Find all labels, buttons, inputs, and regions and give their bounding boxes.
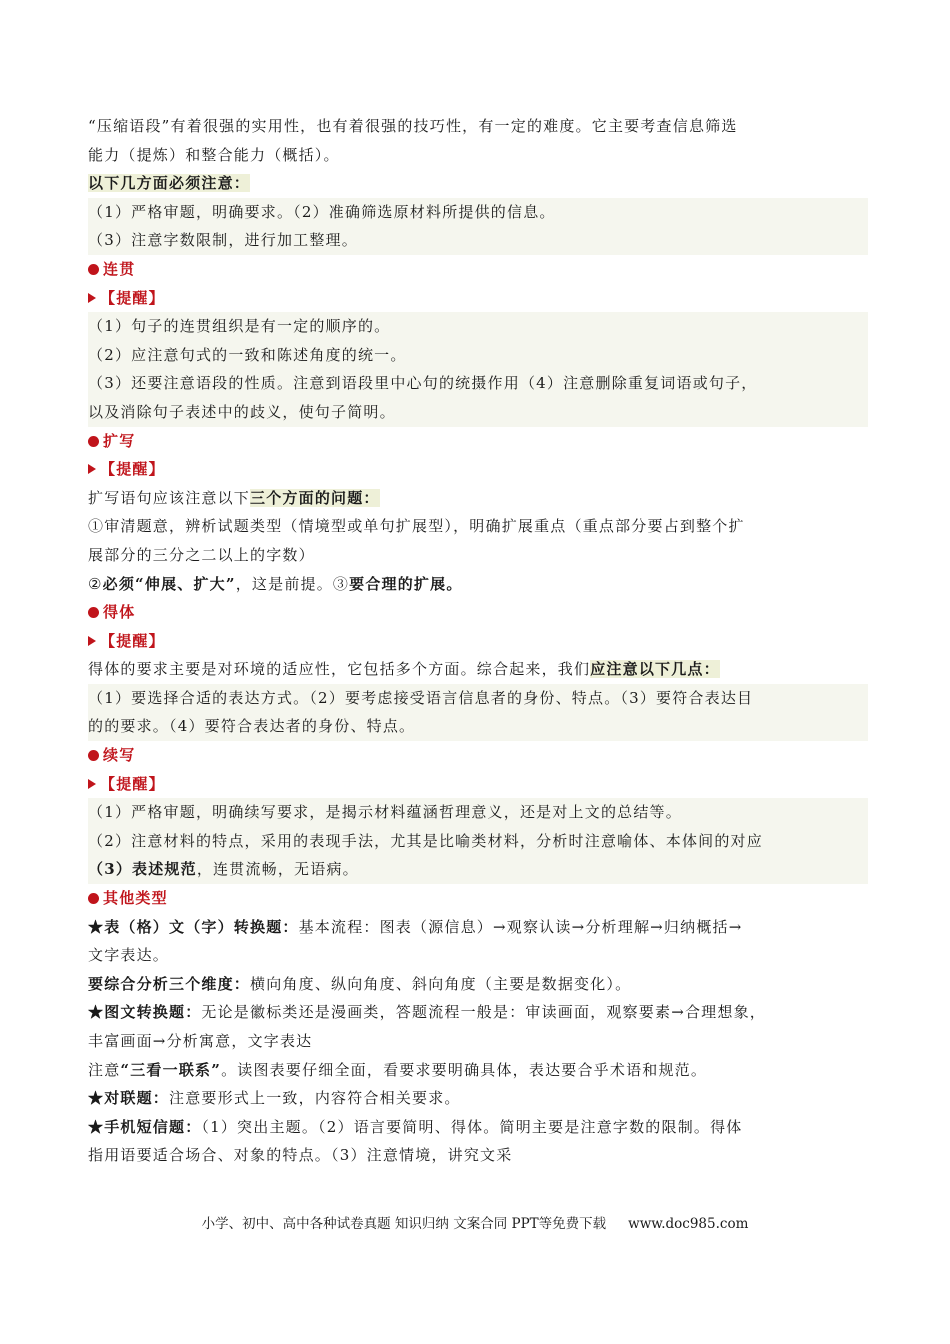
red-dot-icon (88, 893, 99, 904)
section-heading-continue (88, 741, 868, 770)
note-heading-text: 以下几方面必须注意： (88, 174, 251, 193)
continue-point-2: （2）注意材料的特点，采用的表现手法，尤其是比喻类材料，分析时注意喻体、本体间的对应 (88, 827, 868, 856)
text-span: 基本流程：图表（源信息）→观察认读→分析理解→归纳概括→ (298, 917, 743, 936)
triangle-right-icon (88, 636, 96, 646)
section-heading-other (88, 884, 868, 913)
text-span: 注意 (88, 1060, 121, 1079)
triangle-right-icon (88, 293, 96, 303)
page-footer (0, 1212, 950, 1232)
other-image-line-2: 丰富画面→分析寓意，文字表达 (88, 1032, 313, 1050)
highlighted-text: 应注意以下几点： (590, 660, 720, 679)
reminder-label: 【提醒】 (100, 631, 165, 650)
text-span: ，连贯流畅，无语病。 (196, 860, 359, 879)
bold-text: ★图文转换题： (88, 1003, 202, 1022)
triangle-right-icon (88, 779, 96, 789)
bold-text: 必须“伸展、扩大” (102, 574, 236, 593)
appropriate-line-1 (88, 655, 868, 684)
coherence-point-4: 以及消除句子表述中的歧义，使句子简明。 (88, 398, 868, 427)
coherence-point-3: （3）还要注意语段的性质。注意到语段里中心句的统摄作用（4）注意删除重复词语或句子， (88, 369, 868, 398)
footer-text: 小学、初中、高中各种试卷真题 知识归纳 文案合同 PPT等免费下载 (201, 1216, 607, 1232)
text-span: ② (88, 574, 103, 593)
bold-text: ★对联题： (88, 1089, 170, 1108)
coherence-point-1: （1）句子的连贯组织是有一定的顺序的。 (88, 312, 868, 341)
section-heading-expand (88, 427, 868, 456)
text-span: 扩写语句应该注意以下 (88, 488, 251, 507)
text-span: 得体的要求主要是对环境的适应性，它包括多个方面。综合起来，我们 (88, 660, 591, 679)
appropriate-line-2: （1）要选择合适的表达方式。（2）要考虑接受语言信息者的身份、特点。（3）要符合表达目 (88, 684, 868, 713)
reminder-label: 【提醒】 (100, 460, 165, 479)
highlighted-text: 三个方面的问题： (250, 488, 380, 507)
other-table-line-1 (88, 913, 868, 942)
intro-line-2: 能力（提炼）和整合能力（概括）。 (88, 145, 340, 164)
expand-line-2: ①审清题意，辨析试题类型（情境型或单句扩展型），明确扩展重点（重点部分要占到整个扩 (88, 517, 745, 536)
intro-point-2: （3）注意字数限制，进行加工整理。 (88, 226, 868, 255)
other-table-line-2: 文字表达。 (88, 946, 170, 965)
footer-url: www.doc985.com (628, 1216, 749, 1232)
reminder-coherence (88, 284, 868, 313)
intro-line-1: “压缩语段”有着很强的实用性，也有着很强的技巧性，有一定的难度。它主要考查信息筛选 (88, 117, 738, 135)
continue-point-1: （1）严格审题，明确续写要求，是揭示材料蕴涵哲理意义，还是对上文的总结等。 (88, 798, 868, 827)
red-dot-icon (88, 750, 99, 761)
reminder-label: 【提醒】 (100, 774, 165, 793)
intro-note-heading (88, 169, 868, 198)
reminder-continue (88, 770, 868, 799)
text-span: 。读图表要仔细全面，看要求要明确具体，表达要合乎术语和规范。 (221, 1060, 708, 1079)
section-heading-appropriate (88, 598, 868, 627)
triangle-right-icon (88, 464, 96, 474)
text-span: 无论是徽标类还是漫画类，答题流程一般是：审读画面，观察要素→合理想象， (201, 1003, 766, 1022)
other-image-line-3 (88, 1056, 868, 1085)
other-couplet-line (88, 1084, 868, 1113)
continue-point-3 (88, 855, 868, 884)
bold-text: ★手机短信题： (88, 1117, 202, 1136)
bold-text: 要综合分析三个维度： (88, 974, 251, 993)
text-span: （1）突出主题。（2）语言要简明、得体。简明主要是注意字数的限制。得体 (201, 1117, 743, 1136)
intro-point-1: （1）严格审题，明确要求。（2）准确筛选原材料所提供的信息。 (88, 198, 868, 227)
bold-text: ★表（格）文（字）转换题： (88, 917, 299, 936)
other-sms-line-1 (88, 1113, 868, 1142)
section-title: 连贯 (103, 259, 136, 278)
text-span: 注意要形式上一致，内容符合相关要求。 (169, 1089, 461, 1108)
other-dimensions-line (88, 970, 868, 999)
section-title: 扩写 (103, 431, 136, 450)
red-dot-icon (88, 264, 99, 275)
bold-text: （3）表述规范 (88, 860, 197, 879)
text-span: 横向角度、纵向角度、斜向角度（主要是数据变化）。 (250, 974, 632, 993)
section-heading-coherence (88, 255, 868, 284)
coherence-point-2: （2）应注意句式的一致和陈述角度的统一。 (88, 341, 868, 370)
reminder-expand (88, 455, 868, 484)
bold-text: “三看一联系” (120, 1060, 222, 1079)
expand-line-4 (88, 570, 868, 599)
section-title: 续写 (103, 746, 136, 765)
expand-line-3: 展部分的三分之二以上的字数） (88, 545, 315, 564)
red-dot-icon (88, 607, 99, 618)
reminder-appropriate (88, 627, 868, 656)
expand-line-1 (88, 484, 868, 513)
document-body (88, 112, 868, 1170)
red-dot-icon (88, 436, 99, 447)
section-title: 得体 (103, 603, 136, 622)
section-title: 其他类型 (103, 889, 168, 908)
bold-text: 要合理的扩展。 (349, 574, 463, 593)
appropriate-line-3: 的的要求。（4）要符合表达者的身份、特点。 (88, 712, 868, 741)
other-image-line-1 (88, 998, 868, 1027)
text-span: ，这是前提。③ (235, 574, 350, 593)
reminder-label: 【提醒】 (100, 288, 165, 307)
other-sms-line-2: 指用语要适合场合、对象的特点。（3）注意情境，讲究文采 (88, 1146, 513, 1165)
